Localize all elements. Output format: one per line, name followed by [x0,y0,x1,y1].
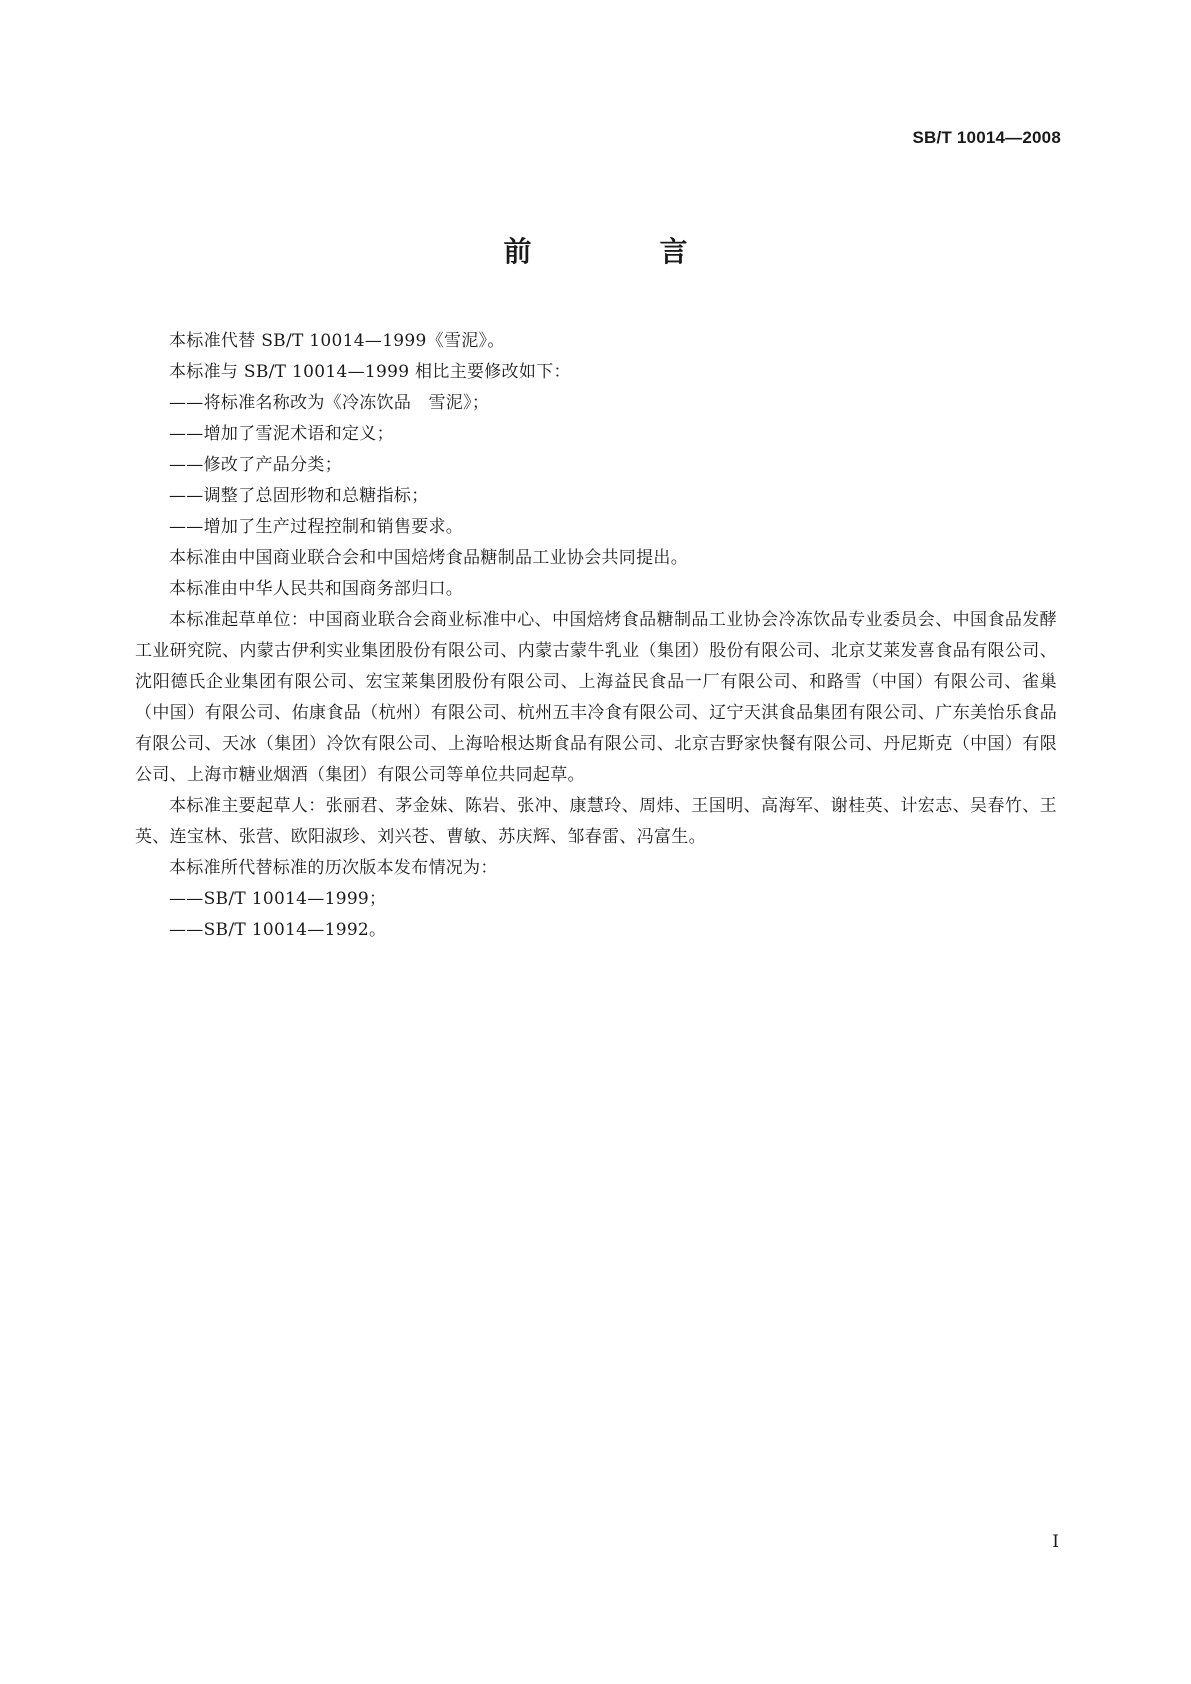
list-item: ——SB/T 10014—1999； [169,889,387,909]
list-item: ——将标准名称改为《冷冻饮品 雪泥》； [169,393,490,413]
paragraph-changes-intro: 本标准与 SB/T 10014—1999 相比主要修改如下： [169,362,571,382]
page-title: 前 言 [503,235,738,268]
paragraph-proposed-by: 本标准由中国商业联合会和中国焙烤食品糖制品工业协会共同提出。 [169,548,688,568]
list-item: ——SB/T 10014—1992。 [169,920,387,940]
paragraph-managed-by: 本标准由中华人民共和国商务部归口。 [169,579,464,599]
foreword-body [135,326,1057,946]
list-item: ——增加了生产过程控制和销售要求。 [169,517,464,537]
paragraph-drafting-units: 本标准起草单位：中国商业联合会商业标准中心、中国焙烤食品糖制品工业协会冷冻饮品专业委员会、中国食品发酵工业研究院、内蒙古伊利实业集团股份有限公司、内蒙古蒙牛乳业（集团）股份有限公司、北京艾莱发喜食品有限公司、沈阳德氏企业集团有限公司、宏宝莱集团股份有限公司、上海益民食品一厂有限公司、和路雪（中国）有限公司、雀巢（中国）有限公司、佑康食品（杭州）有限公司、杭州五丰冷食有限公司、辽宁天淇食品集团有限公司、广东美怡乐食品有限公司、天冰（集团）冷饮有限公司、上海哈根达斯食品有限公司、北京吉野家快餐有限公司、丹尼斯克（中国）有限公司、上海市糖业烟酒（集团）有限公司等单位共同起草。 [135,610,1057,785]
list-item: ——修改了产品分类； [169,455,342,475]
paragraph-drafters: 本标准主要起草人：张丽君、茅金妹、陈岩、张冲、康慧玲、周炜、王国明、高海军、谢桂英、计宏志、吴春竹、王英、连宝林、张营、欧阳淑珍、刘兴苍、曹敏、苏庆辉、邹春雷、冯富生。 [135,796,1057,847]
paragraph-replaces: 本标准代替 SB/T 10014—1999《雪泥》。 [169,331,505,351]
list-item: ——增加了雪泥术语和定义； [169,424,394,444]
page-number: I [1052,1532,1059,1552]
list-item: ——调整了总固形物和总糖指标； [169,486,429,506]
standard-code: SB/T 10014—2008 [912,128,1061,147]
paragraph-history-intro: 本标准所代替标准的历次版本发布情况为： [169,858,498,878]
